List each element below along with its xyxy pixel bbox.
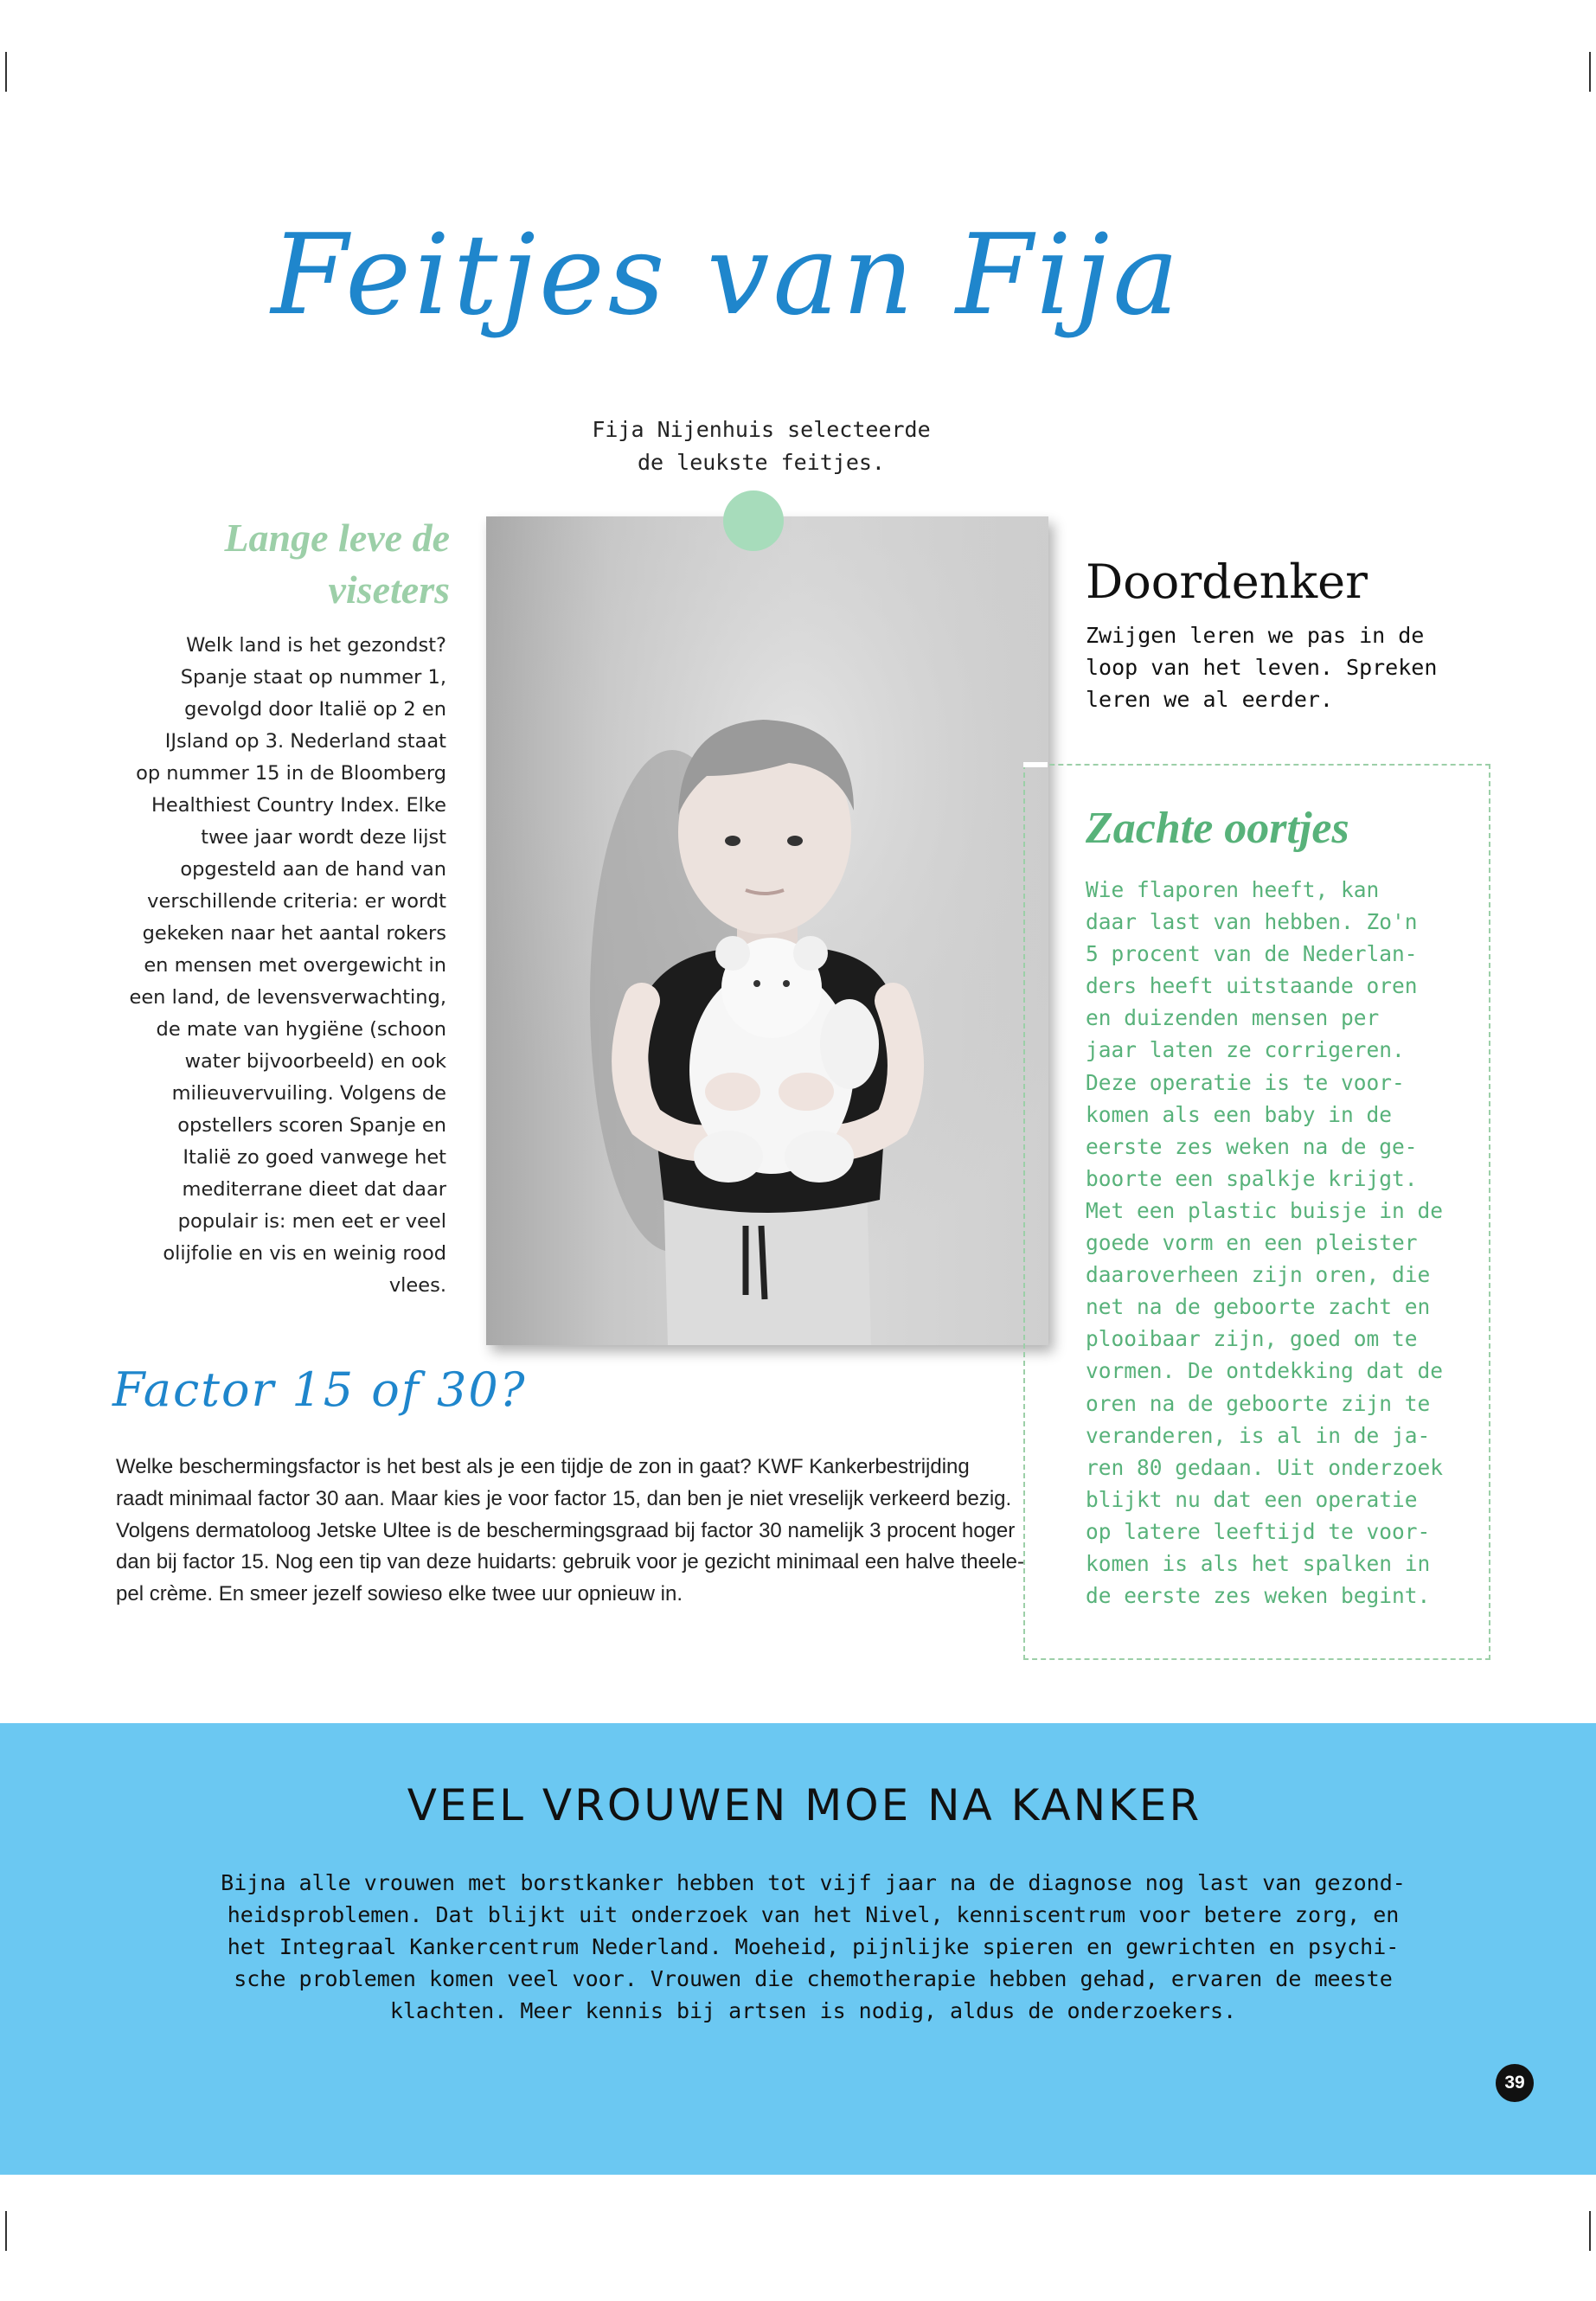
- crop-mark-top-right: [1589, 52, 1591, 92]
- article-line: boorte een spalkje krijgt.: [1086, 1165, 1418, 1191]
- subtitle-line: Fija Nijenhuis selecteerde: [592, 417, 931, 442]
- article-line: sche problemen komen veel voor. Vrouwen die chemotherapie hebben gehad, ervaren de meeste: [234, 1966, 1393, 1991]
- pin-dot: [723, 490, 784, 551]
- article-line: op nummer 15 in de Bloomberg: [136, 762, 446, 785]
- article-line: Bijna alle vrouwen met borstkanker hebben tot vijf jaar na de diagnose nog last van gezond-: [221, 1870, 1406, 1895]
- article-line: komen als een baby in de: [1086, 1101, 1393, 1127]
- article-line: opstellers scoren Spanje en: [177, 1114, 446, 1137]
- article-line: eerste zes weken na de ge-: [1086, 1133, 1418, 1159]
- text-line: Zwijgen leren we pas in de: [1086, 623, 1425, 648]
- article-line: de eerste zes weken begint.: [1086, 1583, 1431, 1609]
- article-line: op latere leeftijd te voor-: [1086, 1518, 1431, 1544]
- article-line: Spanje staat op nummer 1,: [180, 666, 446, 689]
- article-line: plooibaar zijn, goed om te: [1086, 1326, 1418, 1352]
- article-line: 5 procent van de Nederlan-: [1086, 941, 1418, 967]
- article-line: pel crème. En smeer jezelf sowieso elke twee uur opnieuw in.: [116, 1582, 683, 1606]
- page-title: Feitjes van Fija: [271, 211, 1183, 340]
- article-line: Italië zo goed vanwege het: [183, 1146, 446, 1169]
- article-line: raadt minimaal factor 30 aan. Maar kies je voor factor 15, dan ben je niet vreselijk verkeerd bezig.: [116, 1486, 1012, 1510]
- doordenker-text: [1086, 619, 1492, 715]
- article-line: IJsland op 3. Nederland staat: [164, 730, 446, 753]
- article-line: milieuvervuiling. Volgens de: [171, 1082, 446, 1105]
- article-line: klachten. Meer kennis bij artsen is nodig, aldus de onderzoekers.: [389, 1998, 1237, 2023]
- banner-article: [112, 1867, 1514, 2027]
- article-line: Welke beschermingsfactor is het best als je een tijdje de zon in gaat? KWF Kankerbestrijding: [116, 1455, 970, 1478]
- article-line: vormen. De ontdekking dat de: [1086, 1358, 1444, 1384]
- viseters-article: [121, 630, 446, 1302]
- article-line: twee jaar wordt deze lijst: [201, 826, 446, 849]
- article-line: jaar laten ze corrigeren.: [1086, 1037, 1405, 1063]
- oortjes-article: [1086, 874, 1484, 1612]
- factor-heading: Factor 15 of 30?: [112, 1362, 527, 1417]
- article-line: blijkt nu dat een operatie: [1086, 1486, 1418, 1512]
- heading-line: viseters: [328, 567, 450, 612]
- banner-heading: VEEL VROUWEN MOE NA KANKER: [407, 1780, 1202, 1830]
- article-line: mediterrane dieet dat daar: [182, 1178, 446, 1201]
- article-line: opgesteld aan de hand van: [180, 858, 446, 881]
- viseters-heading: [112, 512, 450, 616]
- crop-mark-top-left: [5, 52, 7, 92]
- article-line: ders heeft uitstaande oren: [1086, 973, 1418, 999]
- article-line: het Integraal Kankercentrum Nederland. Moeheid, pijnlijke spieren en gewrichten en psychi-: [227, 1934, 1400, 1959]
- article-line: Wie flaporen heeft, kan: [1086, 877, 1380, 902]
- article-line: Welk land is het gezondst?: [186, 634, 446, 657]
- article-line: daar last van hebben. Zo'n: [1086, 909, 1418, 935]
- text-line: leren we al eerder.: [1086, 687, 1333, 712]
- article-line: komen is als het spalken in: [1086, 1550, 1431, 1576]
- subtitle-line: de leukste feitjes.: [638, 450, 885, 475]
- article-line: gevolgd door Italië op 2 en: [184, 698, 446, 721]
- article-line: Volgens dermatoloog Jetske Ultee is de beschermingsgraad bij factor 30 namelijk 3 procent hoger: [116, 1518, 1016, 1542]
- article-line: olijfolie en vis en weinig rood: [163, 1242, 446, 1265]
- article-line: een land, de levensverwachting,: [129, 986, 446, 1009]
- child-with-teddy-illustration: [486, 516, 1048, 1345]
- article-line: goede vorm en een pleister: [1086, 1230, 1418, 1256]
- text-line: loop van het leven. Spreken: [1086, 655, 1438, 680]
- article-line: en mensen met overgewicht in: [144, 954, 446, 977]
- article-line: heidsproblemen. Dat blijkt uit onderzoek van het Nivel, kenniscentrum voor betere zorg, en: [227, 1902, 1400, 1927]
- article-line: Deze operatie is te voor-: [1086, 1069, 1405, 1095]
- article-line: water bijvoorbeeld) en ook: [184, 1050, 446, 1073]
- article-line: vlees.: [388, 1274, 446, 1297]
- article-line: gekeken naar het aantal rokers: [142, 922, 446, 945]
- heading-line: Lange leve de: [224, 516, 450, 560]
- doordenker-heading: Doordenker: [1086, 554, 1368, 609]
- article-line: ren 80 gedaan. Uit onderzoek: [1086, 1454, 1444, 1480]
- article-line: dan bij factor 15. Nog een tip van deze huidarts: gebruik voor je gezicht minimaal een halve theele-: [116, 1550, 1024, 1574]
- article-line: verschillende criteria: er wordt: [147, 890, 446, 913]
- article-line: net na de geboorte zacht en: [1086, 1294, 1431, 1320]
- article-line: Healthiest Country Index. Elke: [151, 794, 446, 817]
- oortjes-heading: Zachte oortjes: [1086, 804, 1349, 853]
- article-line: Met een plastic buisje in de: [1086, 1197, 1444, 1223]
- article-line: populair is: men eet er veel: [177, 1210, 446, 1233]
- article-line: en duizenden mensen per: [1086, 1005, 1380, 1031]
- page-subtitle: [0, 413, 1522, 479]
- article-line: de mate van hygiëne (schoon: [156, 1018, 446, 1041]
- box-corner-gap: [1023, 762, 1048, 767]
- page-number-badge: 39: [1496, 2064, 1534, 2102]
- article-line: daaroverheen zijn oren, die: [1086, 1262, 1431, 1288]
- article-line: veranderen, is al in de ja-: [1086, 1422, 1431, 1448]
- factor-article: [116, 1452, 1024, 1611]
- article-line: oren na de geboorte zijn te: [1086, 1390, 1431, 1416]
- crop-mark-bottom-left: [5, 2211, 7, 2251]
- crop-mark-bottom-right: [1589, 2211, 1591, 2251]
- child-photo: [486, 516, 1048, 1345]
